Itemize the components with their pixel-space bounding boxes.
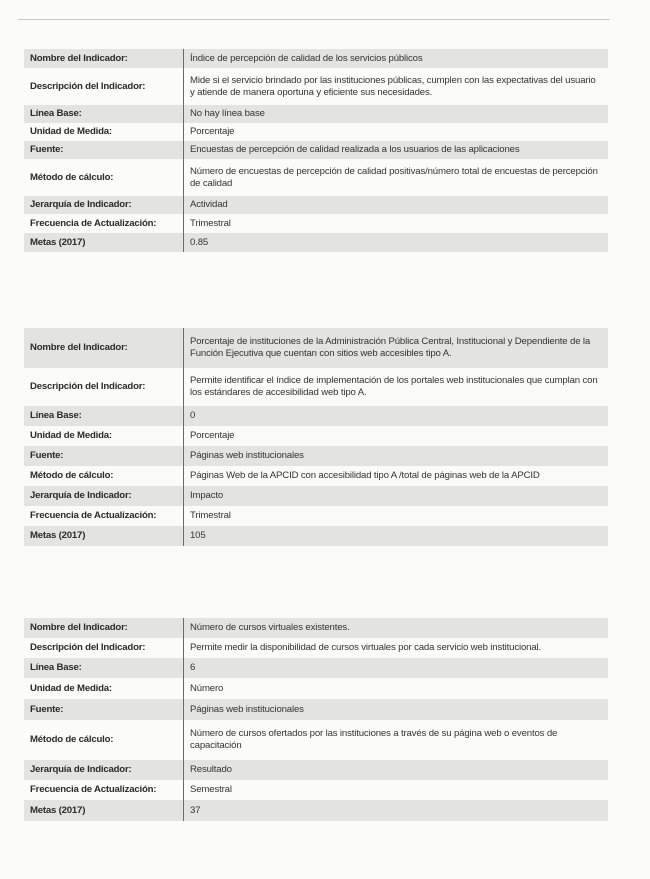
row-frecuencia <box>24 780 608 800</box>
row-nombre <box>24 328 608 368</box>
label-metodo: Método de cálculo: <box>24 466 184 486</box>
label-unidad: Unidad de Medida: <box>24 678 184 699</box>
label-frecuencia: Frecuencia de Actualización: <box>24 506 184 526</box>
value-metas: 0.85 <box>184 233 609 252</box>
label-nombre: Nombre del Indicador: <box>24 328 184 368</box>
row-fuente <box>24 699 608 720</box>
row-unidad <box>24 426 608 446</box>
top-rule <box>18 19 610 20</box>
value-jerarquia: Actividad <box>184 196 609 214</box>
indicator-table-3 <box>24 618 608 821</box>
row-fuente <box>24 141 608 159</box>
value-metas: 105 <box>184 526 609 546</box>
label-unidad: Unidad de Medida: <box>24 123 184 141</box>
value-linea-base: 0 <box>184 406 609 426</box>
label-linea-base: Línea Base: <box>24 105 184 123</box>
label-metas: Metas (2017) <box>24 800 184 821</box>
value-jerarquia: Resultado <box>184 760 609 780</box>
label-descripcion: Descripción del Indicador: <box>24 638 184 658</box>
value-frecuencia: Trimestral <box>190 217 231 229</box>
label-frecuencia: Frecuencia de Actualización: <box>24 214 184 233</box>
value-jerarquia: Impacto <box>184 486 609 506</box>
row-unidad <box>24 123 608 141</box>
row-metodo <box>24 720 608 760</box>
row-metas <box>24 526 608 546</box>
label-fuente: Fuente: <box>24 699 184 720</box>
row-descripcion <box>24 68 608 105</box>
label-jerarquia: Jerarquía de Indicador: <box>24 486 184 506</box>
row-metodo <box>24 159 608 196</box>
value-metodo: Páginas Web de la APCID con accesibilidad tipo A /total de páginas web de la APCID <box>190 470 540 481</box>
label-nombre: Nombre del Indicador: <box>24 49 184 68</box>
value-frecuencia: Semestral <box>190 784 232 795</box>
label-unidad: Unidad de Medida: <box>24 426 184 446</box>
indicator-table-2 <box>24 328 608 546</box>
value-fuente: Páginas web institucionales <box>184 446 609 466</box>
value-nombre: Número de cursos virtuales existentes. <box>184 618 609 638</box>
row-nombre <box>24 49 608 68</box>
label-jerarquia: Jerarquía de Indicador: <box>24 196 184 214</box>
row-linea-base <box>24 105 608 123</box>
value-descripcion: Permite identificar el índice de implementación de los portales web institucionales que cumplan con los estándares de accesibilidad web tipo A. <box>190 375 598 398</box>
label-descripcion: Descripción del Indicador: <box>24 368 184 406</box>
label-fuente: Fuente: <box>24 446 184 466</box>
row-descripcion <box>24 638 608 658</box>
value-linea-base: 6 <box>184 658 609 678</box>
row-jerarquia <box>24 760 608 780</box>
label-metas: Metas (2017) <box>24 233 184 252</box>
row-metas <box>24 233 608 252</box>
label-linea-base: Línea Base: <box>24 406 184 426</box>
label-metodo: Método de cálculo: <box>24 720 184 760</box>
indicator-table-1 <box>24 49 608 252</box>
value-metas: 37 <box>184 800 609 821</box>
row-metodo <box>24 466 608 486</box>
row-jerarquia <box>24 486 608 506</box>
value-descripcion: Permite medir la disponibilidad de cursos virtuales por cada servicio web institucional. <box>190 642 542 653</box>
value-descripcion: Mide si el servicio brindado por las instituciones públicas, cumplen con las expectativas del usuario y atiende de manera oportuna y eficiente sus necesidades. <box>190 74 596 98</box>
value-nombre: Porcentaje de instituciones de la Administración Pública Central, Institucional y Dependiente de la Función Ejecutiva que cuentan con sitios web accesibles tipo A. <box>184 328 609 368</box>
label-nombre: Nombre del Indicador: <box>24 618 184 638</box>
value-unidad: Porcentaje <box>190 430 235 441</box>
value-unidad: Porcentaje <box>190 126 235 137</box>
row-linea-base <box>24 406 608 426</box>
label-linea-base: Línea Base: <box>24 658 184 678</box>
label-fuente: Fuente: <box>24 141 184 159</box>
value-nombre: Índice de percepción de calidad de los servicios públicos <box>184 49 609 68</box>
row-frecuencia <box>24 214 608 233</box>
value-linea-base: No hay línea base <box>184 105 609 123</box>
value-fuente: Encuestas de percepción de calidad realizada a los usuarios de las aplicaciones <box>184 141 609 159</box>
row-descripcion <box>24 368 608 406</box>
row-linea-base <box>24 658 608 678</box>
label-metas: Metas (2017) <box>24 526 184 546</box>
label-descripcion: Descripción del Indicador: <box>24 68 184 105</box>
value-metodo: Número de cursos ofertados por las instituciones a través de su página web o eventos de capacitación <box>190 728 558 751</box>
value-fuente: Páginas web institucionales <box>184 699 609 720</box>
label-jerarquia: Jerarquía de Indicador: <box>24 760 184 780</box>
value-frecuencia: Trimestral <box>190 510 231 521</box>
label-frecuencia: Frecuencia de Actualización: <box>24 780 184 800</box>
value-metodo: Número de encuestas de percepción de calidad positivas/número total de encuestas de percepción de calidad <box>190 165 598 189</box>
value-unidad: Número <box>190 682 224 694</box>
row-unidad <box>24 678 608 699</box>
row-metas <box>24 800 608 821</box>
label-metodo: Método de cálculo: <box>24 159 184 196</box>
row-jerarquia <box>24 196 608 214</box>
row-nombre <box>24 618 608 638</box>
row-fuente <box>24 446 608 466</box>
row-frecuencia <box>24 506 608 526</box>
